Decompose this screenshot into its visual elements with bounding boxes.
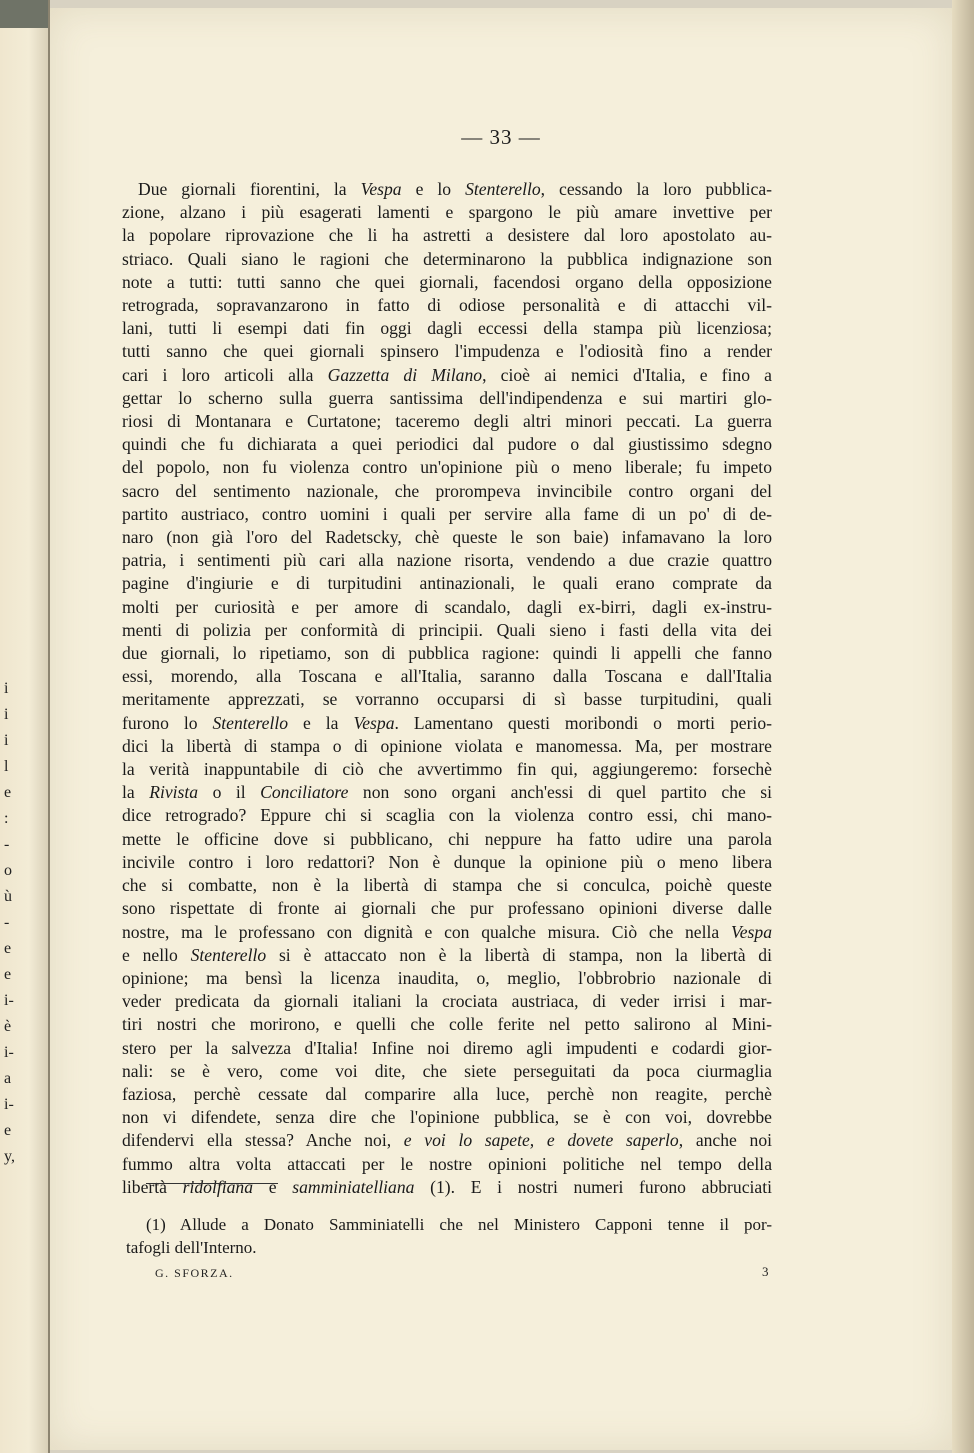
- margin-char: i: [4, 732, 9, 749]
- margin-char: i-: [4, 1044, 14, 1061]
- text-line: meritamente apprezzati, se vorranno occuparsi di sì basse turpitudini, quali: [122, 689, 772, 710]
- margin-char: e: [4, 1122, 12, 1139]
- margin-char: ù: [4, 888, 12, 905]
- text-line: veder predicata da giornali italiani la crociata austriaca, di veder irrisi i mar-: [122, 991, 772, 1012]
- margin-char: i: [4, 680, 9, 697]
- margin-char: e: [4, 784, 12, 801]
- text-line: retrograda, sopravanzarono in fatto di odiose personalità e di attacchi vil-: [122, 295, 772, 316]
- footnote-line: tafogli dell'Interno.: [126, 1238, 257, 1257]
- text-line: cari i loro articoli alla Gazzetta di Milano, cioè ai nemici d'Italia, e fino a: [122, 364, 772, 385]
- text-line: faziosa, perchè cessate dal comparire alla luce, perchè non reagite, perchè: [122, 1083, 772, 1104]
- text-line: note a tutti: tutti sanno che quei giornali, facendosi organo della opposizione: [122, 271, 772, 292]
- signature-mark: G. SFORZA.: [155, 1266, 234, 1280]
- page-number: — 33 —: [461, 125, 541, 149]
- footnote-separator: [146, 1183, 278, 1184]
- margin-char: -: [4, 836, 10, 853]
- text-line: patria, i sentimenti più cari alla nazione risorta, vendendo a due crazie quattro: [122, 550, 772, 571]
- margin-char: e: [4, 966, 12, 983]
- text-line: la verità inappuntabile di ciò che avvertimmo fin qui, aggiungeremo: forsechè: [122, 759, 772, 780]
- right-page-edge: [952, 0, 974, 1453]
- margin-char: e: [4, 940, 12, 957]
- text-line: striaco. Quali siano le ragioni che determinarono la pubblica indignazione son: [122, 248, 772, 269]
- margin-char: l: [4, 758, 9, 775]
- text-line: la Rivista o il Conciliatore non sono organi anch'essi di quel partito che si: [122, 782, 772, 803]
- text-line: stero per la salvezza d'Italia! Infine noi diremo agli impudenti e codardi gior-: [122, 1037, 772, 1058]
- text-line: partito austriaco, contro uomini i quali per servire alla fame di un po' di de-: [122, 503, 772, 524]
- text-line: la popolare riprovazione che li ha astretti a desistere dal loro apostolato au-: [122, 225, 772, 246]
- text-line: e nello Stenterello si è attaccato non è la libertà di stampa, non la libertà di: [122, 944, 772, 965]
- margin-char: a: [4, 1070, 12, 1087]
- text-line: incivile contro i loro redattori? Non è dunque la opinione più o meno libera: [122, 851, 772, 872]
- text-line: del popolo, non fu violenza contro un'opinione più o meno liberale; fu impeto: [122, 457, 772, 478]
- text-line: dici la libertà di stampa o di opinione violata e manomessa. Ma, per mostrare: [122, 735, 772, 756]
- text-line: sacro del sentimento nazionale, che prorompeva invincibile contro organi del: [122, 480, 772, 501]
- text-line: tiri nostri che morirono, e quelli che colle ferite nel petto salirono al Mini-: [122, 1014, 772, 1035]
- text-line: zione, alzano i più esagerati lamenti e spargono le più amare invettive per: [122, 202, 772, 223]
- margin-char: è: [4, 1018, 12, 1035]
- sheet-signature-number: 3: [762, 1264, 769, 1279]
- margin-char: y,: [4, 1148, 15, 1165]
- text-line: menti di polizia per conformità di principii. Quali sieno i fasti della vita dei: [122, 619, 772, 640]
- text-line: nali: se è vero, come voi dite, che siete perseguitati da poca ciurmaglia: [122, 1060, 772, 1081]
- text-line: lani, tutti li esempi dati fin oggi dagli eccessi della stampa più licenziosa;: [122, 318, 772, 339]
- text-line: essi, morendo, alla Toscana e all'Italia, saranno dalla Toscana e dall'Italia: [122, 666, 772, 687]
- text-line: due giornali, lo ripetiamo, son di pubblica ragione: quindi li appelli che fanno: [122, 643, 772, 664]
- text-line: Due giornali fiorentini, la Vespa e lo Stenterello, cessando la loro pubblica-: [138, 179, 772, 199]
- text-line: dice retrogrado? Eppure chi si scaglia con la violenza contro essi, chi mano-: [122, 805, 772, 826]
- margin-char: -: [4, 914, 10, 931]
- text-line: nostre, ma le professano con dignità e con qualche misura. Ciò che nella Vespa: [122, 921, 772, 942]
- text-line: gettar lo scherno sulla guerra santissima dell'indipendenza e sui martiri glo-: [122, 387, 772, 408]
- text-line: libertà ridolfiana e samminiatelliana (1). E i nostri numeri furono abbruciati: [122, 1176, 772, 1197]
- text-line: sono rispettate di fronte ai giornali che pur professano opinioni diverse dalle: [122, 898, 772, 919]
- margin-char: i-: [4, 1096, 14, 1113]
- footnote-line: (1) Allude a Donato Samminiatelli che nel Ministero Capponi tenne il por-: [146, 1215, 772, 1234]
- text-line: tutti sanno che quei giornali spinsero l'impudenza e l'odiosità fino a render: [122, 341, 772, 362]
- main-text-block: [122, 178, 772, 1199]
- text-line: fummo altra volta attaccati per le nostre opinioni politiche nel tempo della: [122, 1153, 772, 1174]
- text-line: molti per curiosità e per amore di scandalo, dagli ex-birri, dagli ex-instru-: [122, 596, 772, 617]
- text-line: riosi di Montanara e Curtatone; taceremo degli altri minori peccati. La guerra: [122, 411, 772, 432]
- margin-char: :: [4, 810, 9, 827]
- footnote: [126, 1213, 772, 1259]
- text-line: naro (non già l'oro del Radetscky, chè queste le son baie) infamavano la loro: [122, 527, 772, 548]
- left-page-margin-characters: [4, 680, 18, 1174]
- margin-char: i-: [4, 992, 14, 1009]
- margin-char: o: [4, 862, 12, 879]
- text-line: pagine d'ingiurie e di turpitudini antinazionali, le quali erano comprate da: [122, 573, 772, 594]
- left-page-edge: [0, 0, 50, 1453]
- binding-strip: [0, 0, 48, 28]
- text-line: mette le officine dove si pubblicano, chi neppure ha fatto udire una parola: [122, 828, 772, 849]
- text-line: non vi difendete, senza dire che l'opinione pubblica, se è con voi, dovrebbe: [122, 1107, 772, 1128]
- text-line: opinione; ma bensì la licenza inaudita, o, meglio, l'obbrobrio nazionale di: [122, 967, 772, 988]
- text-line: che si combatte, non è la libertà di stampa che si conculca, poichè queste: [122, 875, 772, 896]
- text-line: difendervi ella stessa? Anche noi, e voi lo sapete, e dovete saperlo, anche noi: [122, 1130, 772, 1151]
- margin-char: i: [4, 706, 9, 723]
- book-page: [50, 8, 952, 1450]
- text-line: furono lo Stenterello e la Vespa. Lamentano questi moribondi o morti perio-: [122, 712, 773, 733]
- text-line: quindi che fu dichiarata a quei periodici dal pudore o dal giustissimo sdegno: [122, 434, 772, 455]
